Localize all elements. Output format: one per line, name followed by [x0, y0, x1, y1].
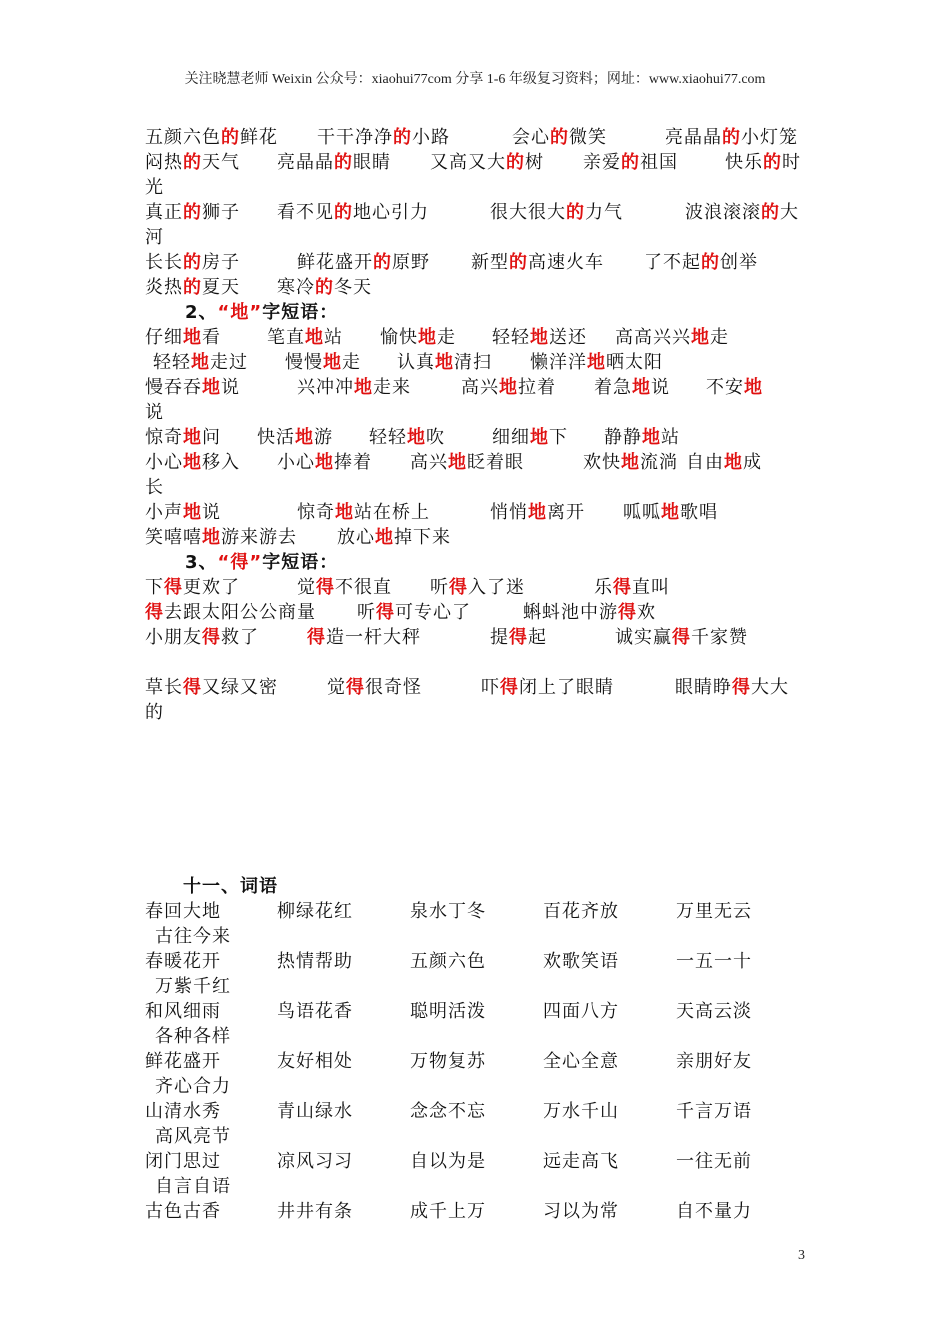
phrase: 慢慢地走: [285, 352, 361, 373]
highlight-char: 得: [307, 627, 326, 648]
highlight-char: 的: [315, 277, 334, 298]
highlight-char: 地: [621, 452, 640, 473]
highlight-char: 地: [642, 427, 661, 448]
highlight-char: 地: [632, 377, 651, 398]
phrase: 一往无前: [676, 1151, 752, 1172]
highlight-char: 地: [724, 452, 743, 473]
phrase: 天高云淡: [676, 1001, 752, 1022]
highlight-char: 的: [621, 152, 640, 173]
highlight-char: 地: [530, 327, 549, 348]
phrase: 得去跟太阳公公商量: [145, 602, 316, 623]
phrase: 长: [145, 477, 164, 498]
highlight-char: 地: [528, 502, 547, 523]
highlight-char: 的: [701, 252, 720, 273]
phrase: 鲜花盛开的原野: [297, 252, 430, 273]
phrase: 了不起的创举: [644, 252, 758, 273]
phrase: 兴冲冲地走来: [297, 377, 411, 398]
phrase: 青山绿水: [277, 1101, 353, 1122]
highlight-char: 地: [418, 327, 437, 348]
highlight-char: 的: [183, 252, 202, 273]
phrase: 友好相处: [277, 1051, 353, 1072]
highlight-char: 的: [566, 202, 585, 223]
section-3-title: 3、“得”字短语：: [185, 552, 339, 573]
phrase: 春暖花开: [145, 951, 221, 972]
phrase: 乐得直叫: [594, 577, 670, 598]
phrase: 下得更欢了: [145, 577, 240, 598]
phrase: 小声地说: [145, 502, 221, 523]
highlight-char: “地”: [217, 302, 263, 323]
highlight-char: 的: [183, 277, 202, 298]
highlight-char: 的: [763, 152, 782, 173]
phrase: 远走高飞: [543, 1151, 619, 1172]
highlight-char: 得: [618, 602, 637, 623]
phrase: 古色古香: [145, 1201, 221, 1222]
highlight-char: 的: [221, 127, 240, 148]
highlight-char: 地: [183, 502, 202, 523]
highlight-char: 地: [183, 452, 202, 473]
section-11-title: 十一、词语: [183, 876, 278, 897]
highlight-char: 得: [202, 627, 221, 648]
highlight-char: 地: [183, 327, 202, 348]
section-2-title: 2、“地”字短语：: [185, 302, 339, 323]
phrase: 干干净净的小路: [317, 127, 450, 148]
highlight-char: 地: [323, 352, 342, 373]
phrase: 新型的高速火车: [471, 252, 604, 273]
phrase: 提得起: [490, 627, 547, 648]
phrase: 泉水丁冬: [410, 901, 486, 922]
phrase: 山清水秀: [145, 1101, 221, 1122]
phrase: 懒洋洋地晒太阳: [530, 352, 663, 373]
phrase: 小朋友得救了: [145, 627, 259, 648]
phrase: 和风细雨: [145, 1001, 221, 1022]
phrase: 细细地下: [492, 427, 568, 448]
page-header: 关注晓慧老师 Weixin 公众号：xiaohui77com 分享 1-6 年级复习资料；网址：www.xiaohui77.com: [184, 72, 766, 87]
phrase: 觉得不很直: [297, 577, 392, 598]
phrase: 觉得很奇怪: [327, 677, 422, 698]
phrase: 轻轻地走过: [153, 352, 248, 373]
phrase: 波浪滚滚的大: [685, 202, 799, 223]
highlight-char: 的: [334, 202, 353, 223]
phrase: 呱呱地歌唱: [623, 502, 718, 523]
highlight-char: 的: [334, 152, 353, 173]
phrase: 愉快地走: [380, 327, 456, 348]
phrase: 光: [145, 177, 164, 198]
phrase: 河: [145, 227, 164, 248]
phrase: 轻轻地吹: [369, 427, 445, 448]
highlight-char: 地: [691, 327, 710, 348]
phrase: 很大很大的力气: [490, 202, 623, 223]
phrase: 不安地: [706, 377, 763, 398]
highlight-char: 的: [550, 127, 569, 148]
phrase: 快活地游: [257, 427, 333, 448]
phrase: 会心的微笑: [512, 127, 607, 148]
highlight-char: 的: [393, 127, 412, 148]
phrase: 自言自语: [155, 1176, 231, 1197]
phrase: 笔直地站: [267, 327, 343, 348]
highlight-char: 得: [613, 577, 632, 598]
phrase: 诚实赢得千家赞: [615, 627, 748, 648]
phrase: 各种各样: [155, 1026, 231, 1047]
phrase: 全心全意: [543, 1051, 619, 1072]
phrase: 静静地站: [604, 427, 680, 448]
highlight-char: 得: [316, 577, 335, 598]
phrase: 凉风习习: [277, 1151, 353, 1172]
highlight-char: 地: [530, 427, 549, 448]
phrase: 悄悄地离开: [490, 502, 585, 523]
phrase: 仔细地看: [145, 327, 221, 348]
phrase: 齐心合力: [155, 1076, 231, 1097]
highlight-char: 得: [164, 577, 183, 598]
phrase: 又高又大的树: [430, 152, 544, 173]
phrase: 着急地说: [594, 377, 670, 398]
phrase: 井井有条: [277, 1201, 353, 1222]
phrase: 慢吞吞地说: [145, 377, 240, 398]
phrase: 草长得又绿又密: [145, 677, 278, 698]
highlight-char: 得: [672, 627, 691, 648]
phrase: 说: [145, 402, 164, 423]
phrase: 惊奇地站在桥上: [297, 502, 430, 523]
phrase: 得造一杆大秤: [307, 627, 421, 648]
phrase: 聪明活泼: [410, 1001, 486, 1022]
highlight-char: 的: [183, 202, 202, 223]
highlight-char: 地: [435, 352, 454, 373]
phrase: 百花齐放: [543, 901, 619, 922]
phrase: 轻轻地送还: [492, 327, 587, 348]
highlight-char: 得: [183, 677, 202, 698]
phrase: 笑嘻嘻地游来游去: [145, 527, 297, 548]
page-number: 3: [798, 1248, 805, 1263]
highlight-char: 的: [506, 152, 525, 173]
phrase: 高兴地拉着: [461, 377, 556, 398]
highlight-char: 地: [407, 427, 426, 448]
highlight-char: 地: [295, 427, 314, 448]
phrase: 成千上万: [410, 1201, 486, 1222]
highlight-char: 地: [202, 377, 221, 398]
highlight-char: 的: [373, 252, 392, 273]
phrase: 自不量力: [676, 1201, 752, 1222]
phrase: 亮晶晶的眼睛: [277, 152, 391, 173]
phrase: 念念不忘: [410, 1101, 486, 1122]
highlight-char: 地: [305, 327, 324, 348]
highlight-char: 得: [449, 577, 468, 598]
phrase: 听得可专心了: [357, 602, 471, 623]
phrase: 长长的房子: [145, 252, 240, 273]
phrase: 千言万语: [676, 1101, 752, 1122]
phrase: 习以为常: [543, 1201, 619, 1222]
phrase: 万里无云: [676, 901, 752, 922]
highlight-char: 地: [448, 452, 467, 473]
phrase: 的: [145, 702, 164, 723]
highlight-char: 地: [499, 377, 518, 398]
phrase: 高风亮节: [155, 1126, 231, 1147]
phrase: 小心地移入: [145, 452, 240, 473]
highlight-char: 地: [202, 527, 221, 548]
highlight-char: 的: [183, 152, 202, 173]
phrase: 万水千山: [543, 1101, 619, 1122]
phrase: 一五一十: [676, 951, 752, 972]
phrase: 万物复苏: [410, 1051, 486, 1072]
phrase: 自以为是: [410, 1151, 486, 1172]
highlight-char: 地: [587, 352, 606, 373]
phrase: 五颜六色: [410, 951, 486, 972]
phrase: 炎热的夏天: [145, 277, 240, 298]
phrase: 惊奇地问: [145, 427, 221, 448]
highlight-char: 得: [346, 677, 365, 698]
phrase: 蝌蚪池中游得欢: [523, 602, 656, 623]
highlight-char: 的: [509, 252, 528, 273]
phrase: 认真地清扫: [397, 352, 492, 373]
highlight-char: 地: [661, 502, 680, 523]
highlight-char: 的: [722, 127, 741, 148]
phrase: 欢快地流淌: [583, 452, 678, 473]
phrase: 吓得闭上了眼睛: [481, 677, 614, 698]
phrase: 春回大地: [145, 901, 221, 922]
highlight-char: 得: [500, 677, 519, 698]
highlight-char: 得: [509, 627, 528, 648]
phrase: 亮晶晶的小灯笼: [665, 127, 798, 148]
phrase: 万紫千红: [155, 976, 231, 997]
phrase: 五颜六色的鲜花: [145, 127, 278, 148]
phrase: 看不见的地心引力: [277, 202, 429, 223]
highlight-char: 地: [183, 427, 202, 448]
phrase: 欢歌笑语: [543, 951, 619, 972]
phrase: 闷热的天气: [145, 152, 240, 173]
phrase: 亲朋好友: [676, 1051, 752, 1072]
highlight-char: 得: [376, 602, 395, 623]
highlight-char: 地: [354, 377, 373, 398]
phrase: 真正的狮子: [145, 202, 240, 223]
highlight-char: 地: [744, 377, 763, 398]
phrase: 热情帮助: [277, 951, 353, 972]
phrase: 四面八方: [543, 1001, 619, 1022]
phrase: 高高兴兴地走: [615, 327, 729, 348]
phrase: 听得入了迷: [430, 577, 525, 598]
highlight-char: “得”: [217, 552, 263, 573]
phrase: 自由地成: [686, 452, 762, 473]
highlight-char: 得: [145, 602, 164, 623]
phrase: 小心地捧着: [277, 452, 372, 473]
highlight-char: 地: [191, 352, 210, 373]
phrase: 亲爱的祖国: [583, 152, 678, 173]
phrase: 高兴地眨着眼: [410, 452, 524, 473]
phrase: 鲜花盛开: [145, 1051, 221, 1072]
phrase: 古往今来: [155, 926, 231, 947]
phrase: 寒冷的冬天: [277, 277, 372, 298]
phrase: 放心地掉下来: [337, 527, 451, 548]
phrase: 眼睛睁得大大: [675, 677, 789, 698]
highlight-char: 得: [732, 677, 751, 698]
phrase: 闭门思过: [145, 1151, 221, 1172]
highlight-char: 的: [761, 202, 780, 223]
phrase: 柳绿花红: [277, 901, 353, 922]
phrase: 快乐的时: [725, 152, 801, 173]
phrase: 鸟语花香: [277, 1001, 353, 1022]
highlight-char: 地: [315, 452, 334, 473]
highlight-char: 地: [375, 527, 394, 548]
highlight-char: 地: [335, 502, 354, 523]
